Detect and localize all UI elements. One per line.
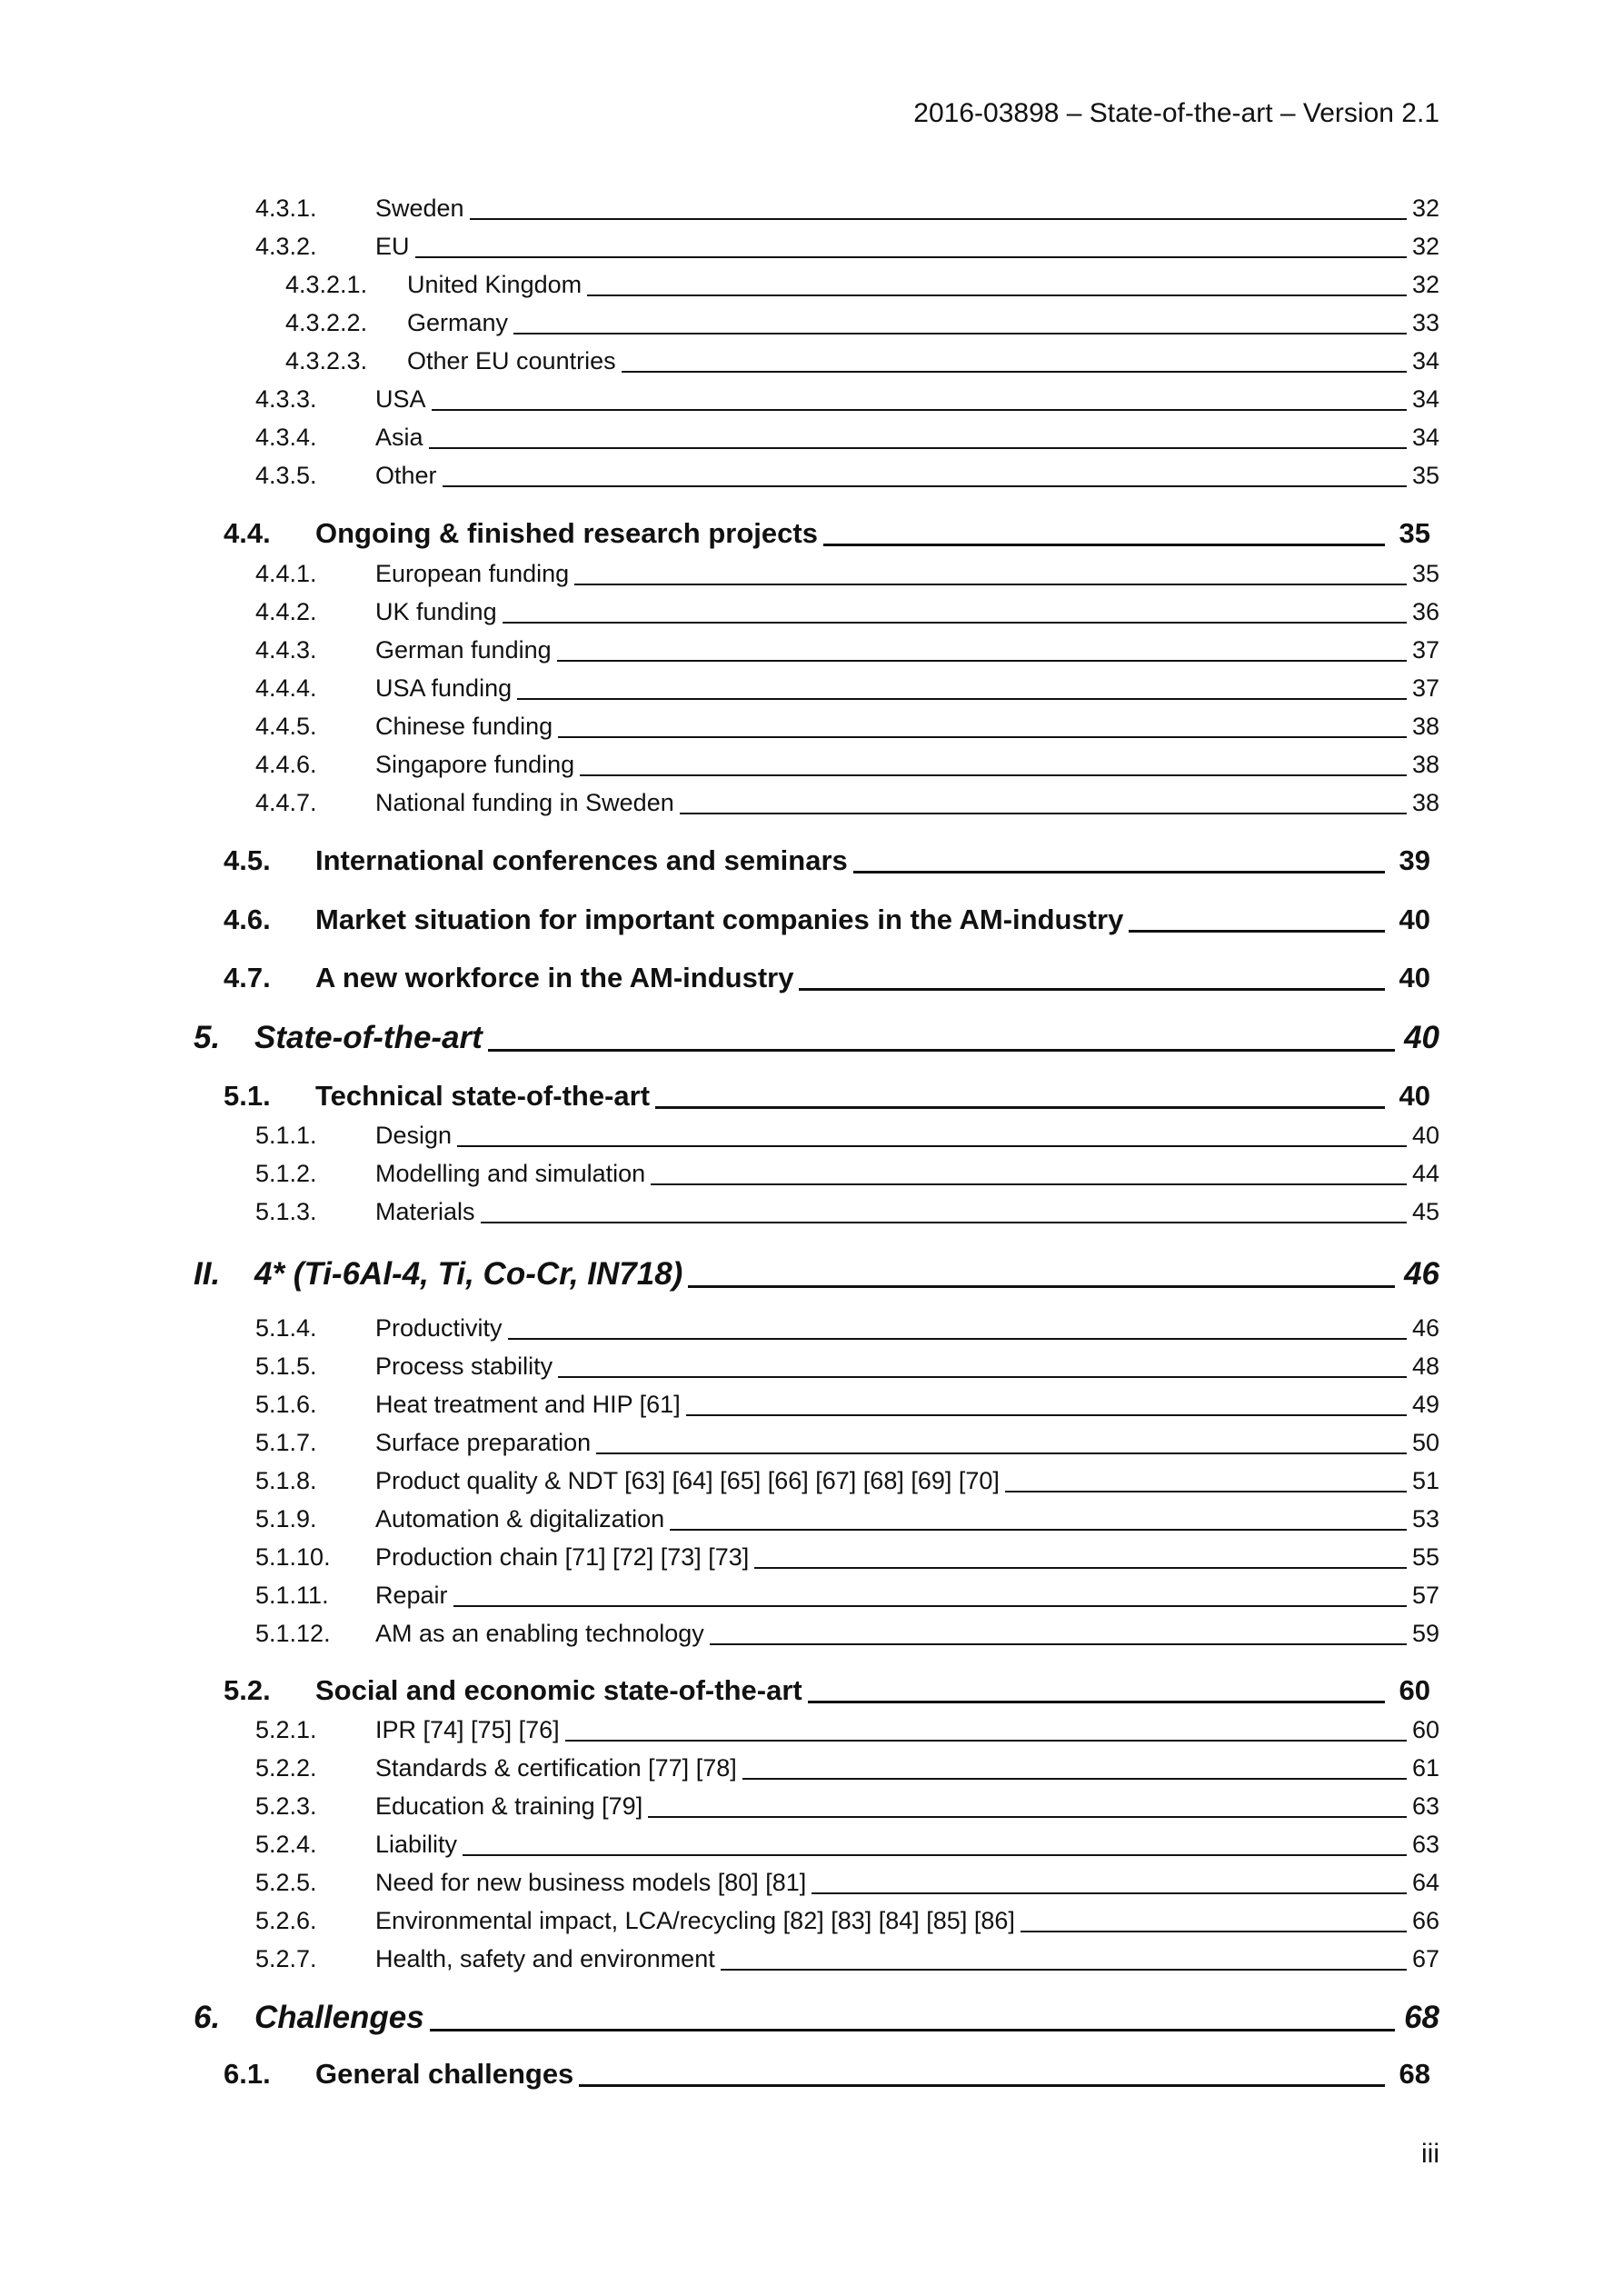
toc-entry-title: EU bbox=[375, 233, 410, 260]
toc-leader-line bbox=[574, 584, 1407, 585]
toc-entry-page: 38 bbox=[1411, 789, 1439, 816]
toc-entry[interactable] bbox=[0, 309, 1439, 337]
toc-entry-page: 33 bbox=[1411, 309, 1439, 336]
toc-entry-title: Other EU countries bbox=[407, 347, 616, 374]
toc-entry-page: 32 bbox=[1411, 195, 1439, 222]
toc-entry[interactable] bbox=[0, 560, 1439, 588]
toc-entry[interactable] bbox=[0, 1256, 1439, 1293]
toc-entry-title: Process stability bbox=[375, 1353, 553, 1380]
toc-entry[interactable] bbox=[0, 462, 1439, 490]
toc-entry-number: 4.4.4. bbox=[255, 674, 317, 702]
toc-leader-line bbox=[430, 2029, 1395, 2031]
toc-entry-page: 35 bbox=[1399, 517, 1430, 549]
toc-entry-page: 50 bbox=[1411, 1429, 1439, 1456]
toc-entry-title: Education & training [79] bbox=[375, 1792, 643, 1820]
toc-leader-line bbox=[557, 660, 1407, 662]
toc-entry-number: 5.2.4. bbox=[255, 1831, 317, 1858]
toc-entry-page: 40 bbox=[1399, 1080, 1430, 1112]
toc-entry-number: 5.2.3. bbox=[255, 1792, 317, 1820]
toc-entry-title: Materials bbox=[375, 1198, 475, 1225]
toc-entry-number: 4.3.2. bbox=[255, 233, 317, 260]
toc-entry[interactable] bbox=[0, 1907, 1439, 1935]
toc-entry-number: 4.4.6. bbox=[255, 751, 317, 778]
toc-entry[interactable] bbox=[0, 1674, 1430, 1707]
toc-entry-title: Asia bbox=[375, 424, 423, 451]
toc-entry[interactable] bbox=[0, 2058, 1430, 2091]
toc-entry-number: 5.1.7. bbox=[255, 1429, 317, 1456]
toc-entry-title: Repair bbox=[375, 1582, 448, 1609]
toc-entry-title: Heat treatment and HIP [61] bbox=[375, 1391, 681, 1418]
toc-entry-number: 5.1.10. bbox=[255, 1543, 331, 1571]
toc-entry-page: 63 bbox=[1411, 1792, 1439, 1820]
toc-entry[interactable] bbox=[0, 751, 1439, 779]
toc-entry[interactable] bbox=[0, 1198, 1439, 1226]
toc-entry-title: A new workforce in the AM-industry bbox=[315, 962, 794, 993]
toc-entry[interactable] bbox=[0, 424, 1439, 452]
toc-entry-number: 5.1.11. bbox=[255, 1582, 329, 1609]
toc-entry[interactable] bbox=[0, 1831, 1439, 1859]
toc-entry-title: Germany bbox=[407, 309, 509, 336]
toc-leader-line bbox=[622, 371, 1407, 373]
toc-entry-page: 40 bbox=[1411, 1122, 1439, 1149]
toc-leader-line bbox=[1021, 1931, 1407, 1932]
toc-leader-line bbox=[443, 485, 1407, 487]
toc-entry-title: Productivity bbox=[375, 1314, 503, 1342]
toc-entry-title: Standards & certification [77] [78] bbox=[375, 1754, 737, 1782]
toc-entry[interactable] bbox=[0, 2000, 1439, 2036]
toc-entry-page: 57 bbox=[1411, 1582, 1439, 1609]
toc-leader-line bbox=[721, 1969, 1407, 1971]
toc-entry[interactable] bbox=[0, 1353, 1439, 1381]
toc-leader-line bbox=[648, 1816, 1407, 1818]
toc-entry[interactable] bbox=[0, 1582, 1439, 1610]
toc-entry-page: 35 bbox=[1411, 462, 1439, 489]
toc-leader-line bbox=[823, 544, 1385, 546]
toc-entry-page: 34 bbox=[1411, 385, 1439, 413]
toc-entry-number: 5.1. bbox=[224, 1080, 271, 1112]
toc-entry-number: 5.1.2. bbox=[255, 1160, 317, 1187]
toc-entry[interactable] bbox=[0, 271, 1439, 299]
toc-entry[interactable] bbox=[0, 1020, 1439, 1056]
toc-entry[interactable] bbox=[0, 674, 1439, 703]
toc-entry-page: 35 bbox=[1411, 560, 1439, 587]
toc-entry-title: Technical state-of-the-art bbox=[315, 1080, 651, 1112]
toc-leader-line bbox=[513, 333, 1407, 334]
toc-entry[interactable] bbox=[0, 903, 1430, 936]
toc-entry-number: 5.2. bbox=[224, 1674, 271, 1706]
toc-entry[interactable] bbox=[0, 347, 1439, 375]
toc-leader-line bbox=[429, 447, 1407, 449]
toc-entry-page: 64 bbox=[1411, 1869, 1439, 1896]
toc-leader-line bbox=[853, 871, 1385, 873]
toc-entry-number: 4.3.3. bbox=[255, 385, 317, 413]
toc-leader-line bbox=[558, 736, 1407, 738]
toc-entry-number: 5.2.7. bbox=[255, 1945, 317, 1972]
toc-entry[interactable] bbox=[0, 598, 1439, 626]
toc-entry-page: 32 bbox=[1411, 271, 1439, 298]
toc-entry-number: 5.2.1. bbox=[255, 1716, 317, 1743]
toc-entry-page: 40 bbox=[1399, 962, 1430, 993]
toc-entry-title: Other bbox=[375, 462, 437, 489]
toc-entry-title: Environmental impact, LCA/recycling [82] [83] [84] [85] [86] bbox=[375, 1907, 1015, 1934]
toc-entry-page: 34 bbox=[1411, 424, 1439, 451]
toc-leader-line bbox=[670, 1529, 1407, 1531]
toc-entry[interactable] bbox=[0, 1429, 1439, 1457]
toc-entry-title: UK funding bbox=[375, 598, 497, 625]
toc-entry[interactable] bbox=[0, 233, 1439, 261]
toc-entry-page: 49 bbox=[1411, 1391, 1439, 1418]
toc-leader-line bbox=[432, 409, 1407, 411]
toc-entry[interactable] bbox=[0, 962, 1430, 994]
toc-entry[interactable] bbox=[0, 1543, 1439, 1572]
toc-entry-title: Modelling and simulation bbox=[375, 1160, 646, 1187]
toc-entry[interactable] bbox=[0, 1792, 1439, 1821]
toc-entry-page: 38 bbox=[1411, 751, 1439, 778]
toc-leader-line bbox=[558, 1376, 1407, 1378]
toc-entry[interactable] bbox=[0, 636, 1439, 664]
toc-entry[interactable] bbox=[0, 385, 1439, 414]
toc-entry[interactable] bbox=[0, 1314, 1439, 1343]
toc-entry[interactable] bbox=[0, 844, 1430, 877]
toc-entry[interactable] bbox=[0, 1869, 1439, 1897]
toc-entry[interactable] bbox=[0, 1391, 1439, 1419]
toc-entry-page: 63 bbox=[1411, 1831, 1439, 1858]
toc-leader-line bbox=[587, 294, 1407, 296]
toc-entry-number: 4.3.1. bbox=[255, 195, 317, 222]
toc-leader-line bbox=[742, 1778, 1407, 1780]
toc-leader-line bbox=[812, 1892, 1407, 1894]
toc-entry-number: 6. bbox=[194, 2000, 221, 2035]
page-number-footer: iii bbox=[1421, 2139, 1439, 2169]
toc-entry-page: 55 bbox=[1411, 1543, 1439, 1571]
toc-entry-page: 68 bbox=[1404, 2000, 1439, 2035]
toc-entry-page: 37 bbox=[1411, 674, 1439, 702]
toc-leader-line bbox=[688, 1285, 1395, 1288]
toc-entry[interactable] bbox=[0, 789, 1439, 817]
toc-leader-line bbox=[457, 1145, 1407, 1147]
toc-entry[interactable] bbox=[0, 1620, 1439, 1648]
toc-entry-title: German funding bbox=[375, 636, 552, 664]
toc-entry-page: 40 bbox=[1399, 903, 1430, 935]
toc-leader-line bbox=[710, 1643, 1407, 1645]
toc-leader-line bbox=[565, 1740, 1407, 1742]
toc-leader-line bbox=[754, 1567, 1407, 1569]
toc-entry[interactable] bbox=[0, 1467, 1439, 1495]
toc-leader-line bbox=[686, 1414, 1407, 1416]
toc-entry-page: 38 bbox=[1411, 713, 1439, 740]
toc-entry-number: 4.4. bbox=[224, 517, 271, 549]
toc-entry-title: European funding bbox=[375, 560, 570, 587]
toc-entry-number: 5.1.3. bbox=[255, 1198, 317, 1225]
toc-entry-title: Production chain [71] [72] [73] [73] bbox=[375, 1543, 750, 1571]
toc-leader-line bbox=[1129, 930, 1384, 933]
toc-leader-line bbox=[655, 1106, 1384, 1109]
toc-entry-page: 44 bbox=[1411, 1160, 1439, 1187]
toc-entry-title: Automation & digitalization bbox=[375, 1505, 665, 1532]
toc-entry-title: Singapore funding bbox=[375, 751, 575, 778]
toc-leader-line bbox=[453, 1605, 1407, 1607]
toc-entry-title: USA funding bbox=[375, 674, 513, 702]
toc-entry-title: Market situation for important companies in the AM-industry bbox=[315, 903, 1124, 935]
toc-entry-title: Product quality & NDT [63] [64] [65] [66] [67] [68] [69] [70] bbox=[375, 1467, 1000, 1494]
toc-entry-title: Liability bbox=[375, 1831, 458, 1858]
toc-entry-page: 37 bbox=[1411, 636, 1439, 664]
toc-entry-page: 32 bbox=[1411, 233, 1439, 260]
toc-entry-number: 5. bbox=[194, 1020, 221, 1055]
toc-entry[interactable] bbox=[0, 1080, 1430, 1113]
toc-leader-line bbox=[680, 813, 1407, 814]
toc-leader-line bbox=[579, 2084, 1384, 2087]
toc-leader-line bbox=[488, 1049, 1395, 1052]
toc-entry-number: 5.2.2. bbox=[255, 1754, 317, 1782]
toc-leader-line bbox=[481, 1222, 1407, 1223]
toc-entry-number: 5.2.5. bbox=[255, 1869, 317, 1896]
toc-entry-title: Chinese funding bbox=[375, 713, 553, 740]
toc-entry[interactable] bbox=[0, 713, 1439, 741]
toc-entry-number: 4.4.2. bbox=[255, 598, 317, 625]
toc-entry-number: 5.2.6. bbox=[255, 1907, 317, 1934]
toc-entry-page: 40 bbox=[1404, 1020, 1439, 1055]
toc-entry-title: National funding in Sweden bbox=[375, 789, 674, 816]
toc-entry-page: 60 bbox=[1411, 1716, 1439, 1743]
toc-entry-page: 48 bbox=[1411, 1353, 1439, 1380]
toc-leader-line bbox=[517, 698, 1407, 700]
toc-entry-number: 4.5. bbox=[224, 844, 271, 876]
toc-entry-number: 4.3.5. bbox=[255, 462, 317, 489]
toc-entry-page: 68 bbox=[1399, 2058, 1430, 2090]
toc-entry-number: 5.1.8. bbox=[255, 1467, 317, 1494]
toc-entry-page: 46 bbox=[1404, 1256, 1439, 1292]
toc-entry-number: 4.4.1. bbox=[255, 560, 317, 587]
toc-leader-line bbox=[415, 256, 1407, 258]
toc-entry-title: IPR [74] [75] [76] bbox=[375, 1716, 560, 1743]
toc-entry-title: USA bbox=[375, 385, 426, 413]
toc-entry-title: State-of-the-art bbox=[254, 1020, 483, 1055]
toc-entry-title: Social and economic state-of-the-art bbox=[315, 1674, 802, 1706]
toc-entry-number: 4.7. bbox=[224, 962, 271, 993]
toc-entry-title: Surface preparation bbox=[375, 1429, 592, 1456]
toc-entry[interactable] bbox=[0, 1716, 1439, 1744]
toc-entry[interactable] bbox=[0, 1754, 1439, 1782]
toc-entry-title: 4* (Ti-6Al-4, Ti, Co-Cr, IN718) bbox=[254, 1256, 683, 1292]
toc-entry-page: 51 bbox=[1411, 1467, 1439, 1494]
toc-entry-number: 4.3.2.3. bbox=[285, 347, 368, 374]
toc-leader-line bbox=[508, 1338, 1407, 1340]
toc-entry-title: Challenges bbox=[254, 2000, 424, 2035]
toc-entry-title: Design bbox=[375, 1122, 453, 1149]
toc-entry-title: AM as an enabling technology bbox=[375, 1620, 704, 1647]
toc-entry-page: 66 bbox=[1411, 1907, 1439, 1934]
toc-entry[interactable] bbox=[0, 517, 1430, 550]
toc-entry[interactable] bbox=[0, 1945, 1439, 1973]
toc-leader-line bbox=[799, 988, 1384, 991]
toc-entry-page: 61 bbox=[1411, 1754, 1439, 1782]
toc-leader-line bbox=[463, 1854, 1407, 1856]
toc-entry-number: 5.1.6. bbox=[255, 1391, 317, 1418]
toc-entry-title: International conferences and seminars bbox=[315, 844, 848, 876]
toc-entry-page: 34 bbox=[1411, 347, 1439, 374]
toc-entry-number: II. bbox=[194, 1256, 221, 1292]
toc-leader-line bbox=[470, 218, 1407, 220]
toc-leader-line bbox=[808, 1701, 1385, 1703]
toc-entry-title: Sweden bbox=[375, 195, 464, 222]
toc-entry-number: 4.3.2.2. bbox=[285, 309, 368, 336]
toc-entry-page: 39 bbox=[1399, 844, 1430, 876]
toc-entry-number: 4.4.3. bbox=[255, 636, 317, 664]
toc-entry-number: 4.4.5. bbox=[255, 713, 317, 740]
toc-entry-page: 36 bbox=[1411, 598, 1439, 625]
toc-entry-number: 4.3.2.1. bbox=[285, 271, 368, 298]
toc-entry-number: 4.6. bbox=[224, 903, 271, 935]
toc-entry-number: 4.4.7. bbox=[255, 789, 317, 816]
toc-entry-number: 5.1.9. bbox=[255, 1505, 317, 1532]
toc-entry-number: 5.1.1. bbox=[255, 1122, 317, 1149]
toc-entry-number: 5.1.12. bbox=[255, 1620, 331, 1647]
toc-leader-line bbox=[503, 622, 1407, 624]
toc-entry-number: 5.1.4. bbox=[255, 1314, 317, 1342]
toc-entry-title: Need for new business models [80] [81] bbox=[375, 1869, 807, 1896]
toc-entry-title: General challenges bbox=[315, 2058, 574, 2090]
toc-leader-line bbox=[596, 1452, 1407, 1454]
toc-leader-line bbox=[580, 774, 1407, 776]
toc-entry-page: 46 bbox=[1411, 1314, 1439, 1342]
running-header: 2016-03898 – State-of-the-art – Version 2.1 bbox=[913, 98, 1439, 128]
toc-entry-page: 60 bbox=[1399, 1674, 1430, 1706]
toc-entry[interactable] bbox=[0, 1505, 1439, 1533]
toc-entry[interactable] bbox=[0, 1160, 1439, 1188]
toc-entry-title: United Kingdom bbox=[407, 271, 582, 298]
toc-entry-page: 53 bbox=[1411, 1505, 1439, 1532]
toc-entry[interactable] bbox=[0, 195, 1439, 223]
toc-entry[interactable] bbox=[0, 1122, 1439, 1150]
toc-leader-line bbox=[651, 1183, 1407, 1185]
toc-entry-title: Health, safety and environment bbox=[375, 1945, 715, 1972]
toc-leader-line bbox=[1005, 1491, 1407, 1492]
toc-entry-title: Ongoing & finished research projects bbox=[315, 517, 818, 549]
toc-entry-number: 4.3.4. bbox=[255, 424, 317, 451]
toc-entry-number: 5.1.5. bbox=[255, 1353, 317, 1380]
toc-entry-page: 45 bbox=[1411, 1198, 1439, 1225]
toc-entry-page: 67 bbox=[1411, 1945, 1439, 1972]
toc-entry-number: 6.1. bbox=[224, 2058, 271, 2090]
toc-entry-page: 59 bbox=[1411, 1620, 1439, 1647]
